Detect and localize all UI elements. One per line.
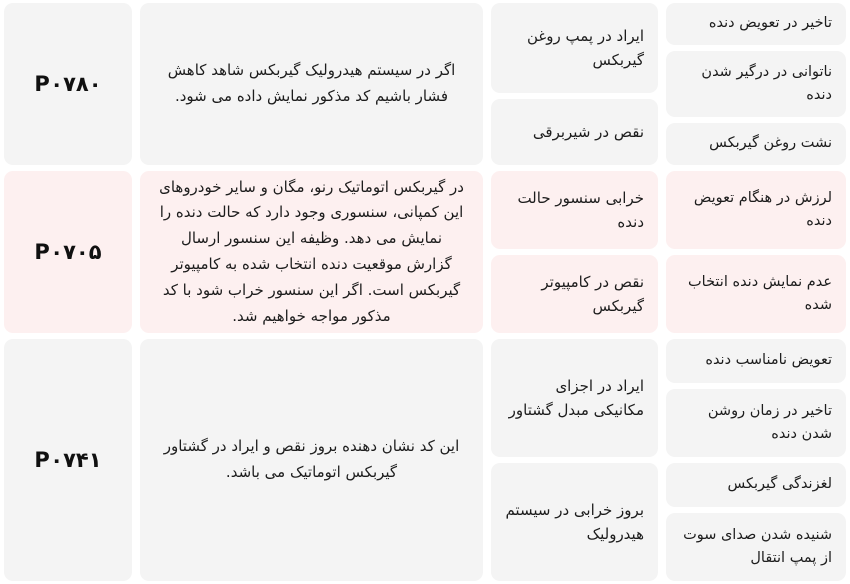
cause-text: نقص در شیربرقی (532, 122, 644, 141)
symptom-text: ناتوانی در درگیر شدن دنده (701, 63, 832, 103)
symptom-text: تاخیر در زمان روشن شدن دنده (707, 402, 832, 443)
fault-code-column (0, 0, 136, 168)
symptom-column (662, 336, 850, 584)
symptom-cell (666, 3, 846, 45)
fault-code-value: P۰۷۴۱ (34, 447, 102, 472)
symptom-text: شنیده شدن صدای سوت از پمپ انتقال (683, 526, 832, 567)
fault-code-column (0, 336, 136, 584)
symptom-cell (666, 123, 846, 165)
fault-code-value: P۰۷۸۰ (34, 71, 102, 96)
cause-cell (491, 255, 658, 333)
description-cell (140, 339, 483, 581)
symptom-cell (666, 255, 846, 333)
symptom-text: لرزش در هنگام تعویض دنده (693, 189, 832, 229)
description-cell (140, 3, 483, 165)
cause-text: نقص در کامپیوتر گیربکس (541, 272, 644, 315)
cause-cell (491, 171, 658, 249)
symptom-cell (666, 463, 846, 507)
description-column (136, 0, 487, 168)
symptom-text: نشت روغن گیربکس (709, 135, 832, 152)
symptom-column (662, 0, 850, 168)
cause-text: ایراد در پمپ روغن گیربکس (526, 26, 644, 70)
cause-text: خرابی سنسور حالت دنده (517, 188, 644, 231)
cause-column (487, 168, 662, 336)
symptom-cell (666, 513, 846, 581)
description-text: این کد نشان دهنده بروز نقص و ایراد در گشتاور گیربکس اتوماتیک می باشد. (163, 437, 460, 481)
fault-code-value: P۰۷۰۵ (34, 239, 102, 264)
cause-cell (491, 463, 658, 581)
fault-code-cell (4, 339, 132, 581)
description-text: اگر در سیستم هیدرولیک گیربکس شاهد کاهش فشار باشیم کد مذکور نمایش داده می شود. (167, 61, 456, 105)
symptom-text: لغزندگی گیربکس (727, 476, 832, 493)
fault-code-column (0, 168, 136, 336)
description-cell (140, 171, 483, 334)
symptom-text: تعویض نامناسب دنده (705, 352, 832, 369)
cause-cell (491, 99, 658, 165)
description-column (136, 336, 487, 584)
description-column (136, 168, 487, 336)
table-row (0, 168, 850, 336)
fault-code-cell (4, 3, 132, 165)
cause-column (487, 0, 662, 168)
cause-column (487, 336, 662, 584)
symptom-column (662, 168, 850, 336)
symptom-cell (666, 339, 846, 383)
cause-text: ایراد در اجزای مکانیکی مبدل گشتاور (508, 376, 644, 419)
symptom-cell (666, 51, 846, 117)
fault-code-cell (4, 171, 132, 333)
symptom-cell (666, 171, 846, 249)
table-row (0, 0, 850, 168)
symptom-cell (666, 389, 846, 457)
description-text: در گیربکس اتوماتیک رنو، مگان و سایر خودروهای این کمپانی، سنسوری وجود دارد که حالت دنده را نمایش می دهد. وظیفه این سنسور ارسال گزارش موقعیت دنده انتخاب شده به کامپیوتر گیربکس است. اگر این سنسور خراب شود با کد مذکور مواجه خواهیم شد. (159, 177, 464, 325)
cause-text: بروز خرابی در سیستم هیدرولیک (505, 500, 644, 543)
cause-cell (491, 339, 658, 457)
symptom-text: عدم نمایش دنده انتخاب شده (688, 273, 832, 313)
table-row (0, 336, 850, 584)
cause-cell (491, 3, 658, 93)
symptom-text: تاخیر در تعویض دنده (708, 15, 832, 32)
